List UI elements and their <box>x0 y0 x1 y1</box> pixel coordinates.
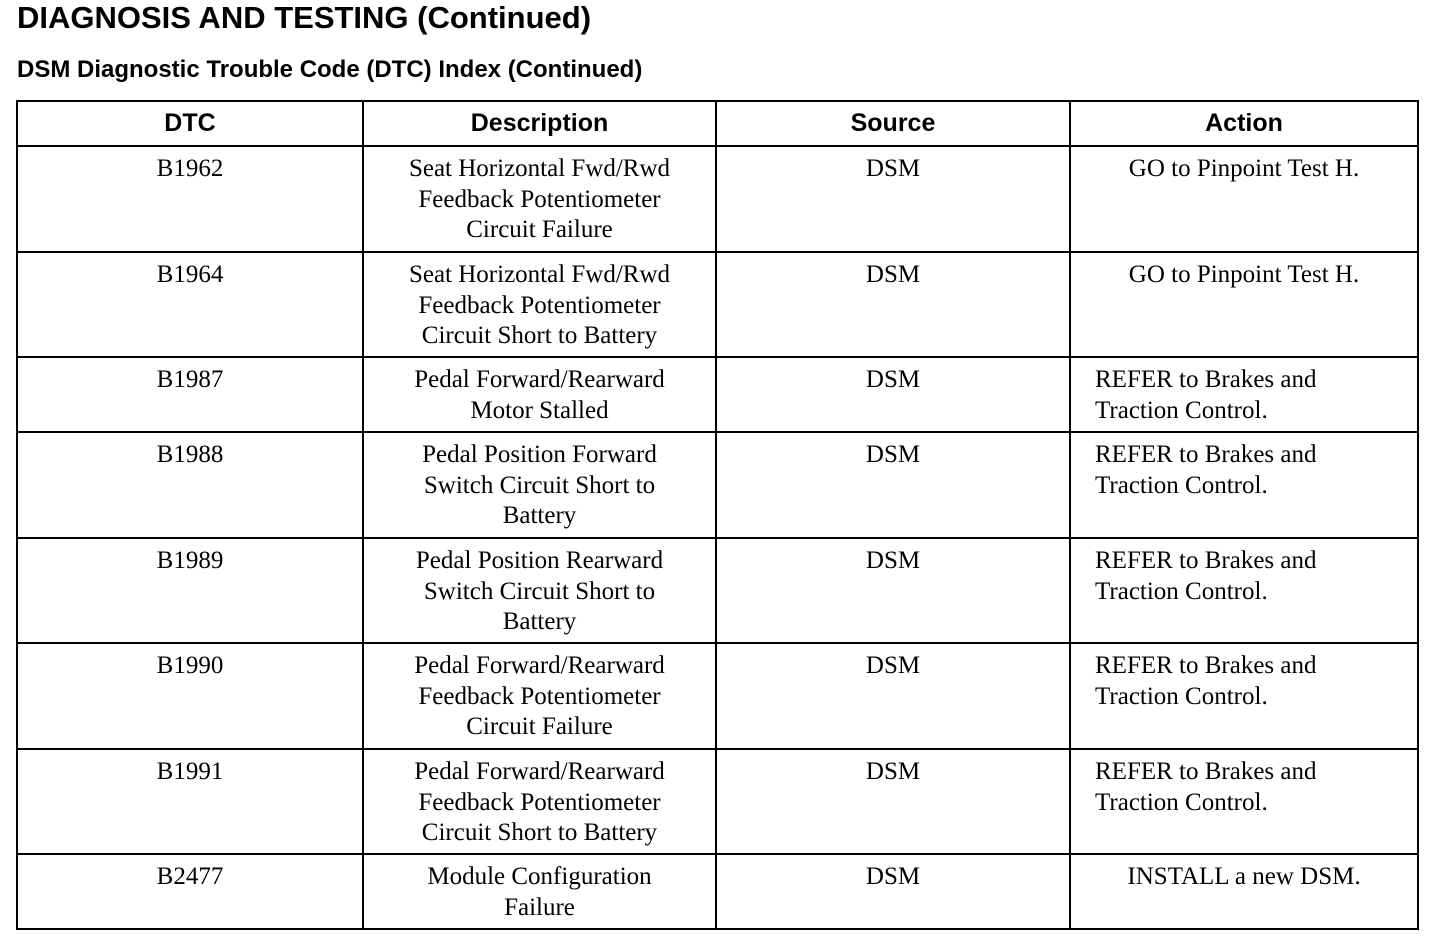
dtc-code: B1988 <box>156 441 224 468</box>
dtc-cell <box>17 854 363 929</box>
dtc-action: GO to Pinpoint Test H. <box>1128 261 1360 288</box>
action-cell <box>1070 357 1418 432</box>
dtc-action: GO to Pinpoint Test H. <box>1128 155 1360 182</box>
dtc-action: REFER to Brakes and Traction Control. <box>1095 758 1317 816</box>
description-cell <box>363 538 716 643</box>
table-row <box>17 538 1418 643</box>
action-cell <box>1070 643 1418 749</box>
table-row <box>17 357 1418 432</box>
source-cell <box>716 357 1070 432</box>
dtc-index-table <box>16 100 1419 930</box>
dtc-source: DSM <box>865 863 921 890</box>
dtc-source: DSM <box>865 155 921 182</box>
table-row <box>17 432 1418 538</box>
source-cell <box>716 432 1070 538</box>
source-cell <box>716 538 1070 643</box>
table-row <box>17 643 1418 749</box>
action-cell <box>1070 749 1418 854</box>
column-header-description: Description <box>363 101 716 146</box>
table-row <box>17 146 1418 252</box>
dtc-description: Pedal Forward/Rearward Motor Stalled <box>414 366 665 424</box>
dtc-action: REFER to Brakes and Traction Control. <box>1095 652 1317 710</box>
dtc-description: Seat Horizontal Fwd/Rwd Feedback Potentiometer Circuit Failure <box>408 155 671 243</box>
dtc-cell <box>17 749 363 854</box>
page-title: DIAGNOSIS AND TESTING (Continued) <box>17 0 592 35</box>
dtc-cell <box>17 357 363 432</box>
description-cell <box>363 252 716 357</box>
dtc-action: REFER to Brakes and Traction Control. <box>1095 441 1317 499</box>
table-header-row <box>17 101 1418 146</box>
column-header-action: Action <box>1070 101 1418 146</box>
dtc-description: Pedal Position Rearward Switch Circuit Short to Battery <box>415 547 664 635</box>
dtc-source: DSM <box>865 441 921 468</box>
table-row <box>17 749 1418 854</box>
dtc-cell <box>17 146 363 252</box>
source-cell <box>716 643 1070 749</box>
column-header-dtc: DTC <box>17 101 363 146</box>
dtc-source: DSM <box>865 652 921 679</box>
action-cell <box>1070 252 1418 357</box>
dtc-code: B1987 <box>156 366 224 393</box>
dtc-cell <box>17 538 363 643</box>
description-cell <box>363 146 716 252</box>
source-cell <box>716 854 1070 929</box>
description-cell <box>363 749 716 854</box>
dtc-cell <box>17 432 363 538</box>
dtc-code: B1964 <box>156 261 224 288</box>
dtc-code: B1962 <box>156 155 224 182</box>
source-cell <box>716 749 1070 854</box>
description-cell <box>363 357 716 432</box>
action-cell <box>1070 432 1418 538</box>
description-cell <box>363 643 716 749</box>
dtc-description: Seat Horizontal Fwd/Rwd Feedback Potentiometer Circuit Short to Battery <box>408 261 671 349</box>
action-cell <box>1070 538 1418 643</box>
dtc-description: Pedal Position Forward Switch Circuit Short to Battery <box>422 441 657 529</box>
dtc-source: DSM <box>865 758 921 785</box>
column-header-source: Source <box>716 101 1070 146</box>
description-cell <box>363 854 716 929</box>
source-cell <box>716 146 1070 252</box>
dtc-cell <box>17 252 363 357</box>
dtc-code: B1991 <box>156 758 224 785</box>
dtc-code: B1989 <box>156 547 224 574</box>
dtc-action: REFER to Brakes and Traction Control. <box>1095 366 1317 424</box>
dtc-description: Module Configuration Failure <box>427 863 652 921</box>
action-cell <box>1070 854 1418 929</box>
dtc-code: B2477 <box>156 863 224 890</box>
action-cell <box>1070 146 1418 252</box>
table-row <box>17 854 1418 929</box>
dtc-action: INSTALL a new DSM. <box>1127 863 1361 890</box>
dtc-source: DSM <box>865 366 921 393</box>
dtc-code: B1990 <box>156 652 224 679</box>
dtc-cell <box>17 643 363 749</box>
dtc-source: DSM <box>865 547 921 574</box>
dtc-source: DSM <box>865 261 921 288</box>
table-row <box>17 252 1418 357</box>
dtc-action: REFER to Brakes and Traction Control. <box>1095 547 1317 605</box>
source-cell <box>716 252 1070 357</box>
dtc-description: Pedal Forward/Rearward Feedback Potentiometer Circuit Failure <box>414 652 665 740</box>
dtc-description: Pedal Forward/Rearward Feedback Potentiometer Circuit Short to Battery <box>414 758 665 846</box>
section-title: DSM Diagnostic Trouble Code (DTC) Index (Continued) <box>17 56 643 83</box>
description-cell <box>363 432 716 538</box>
